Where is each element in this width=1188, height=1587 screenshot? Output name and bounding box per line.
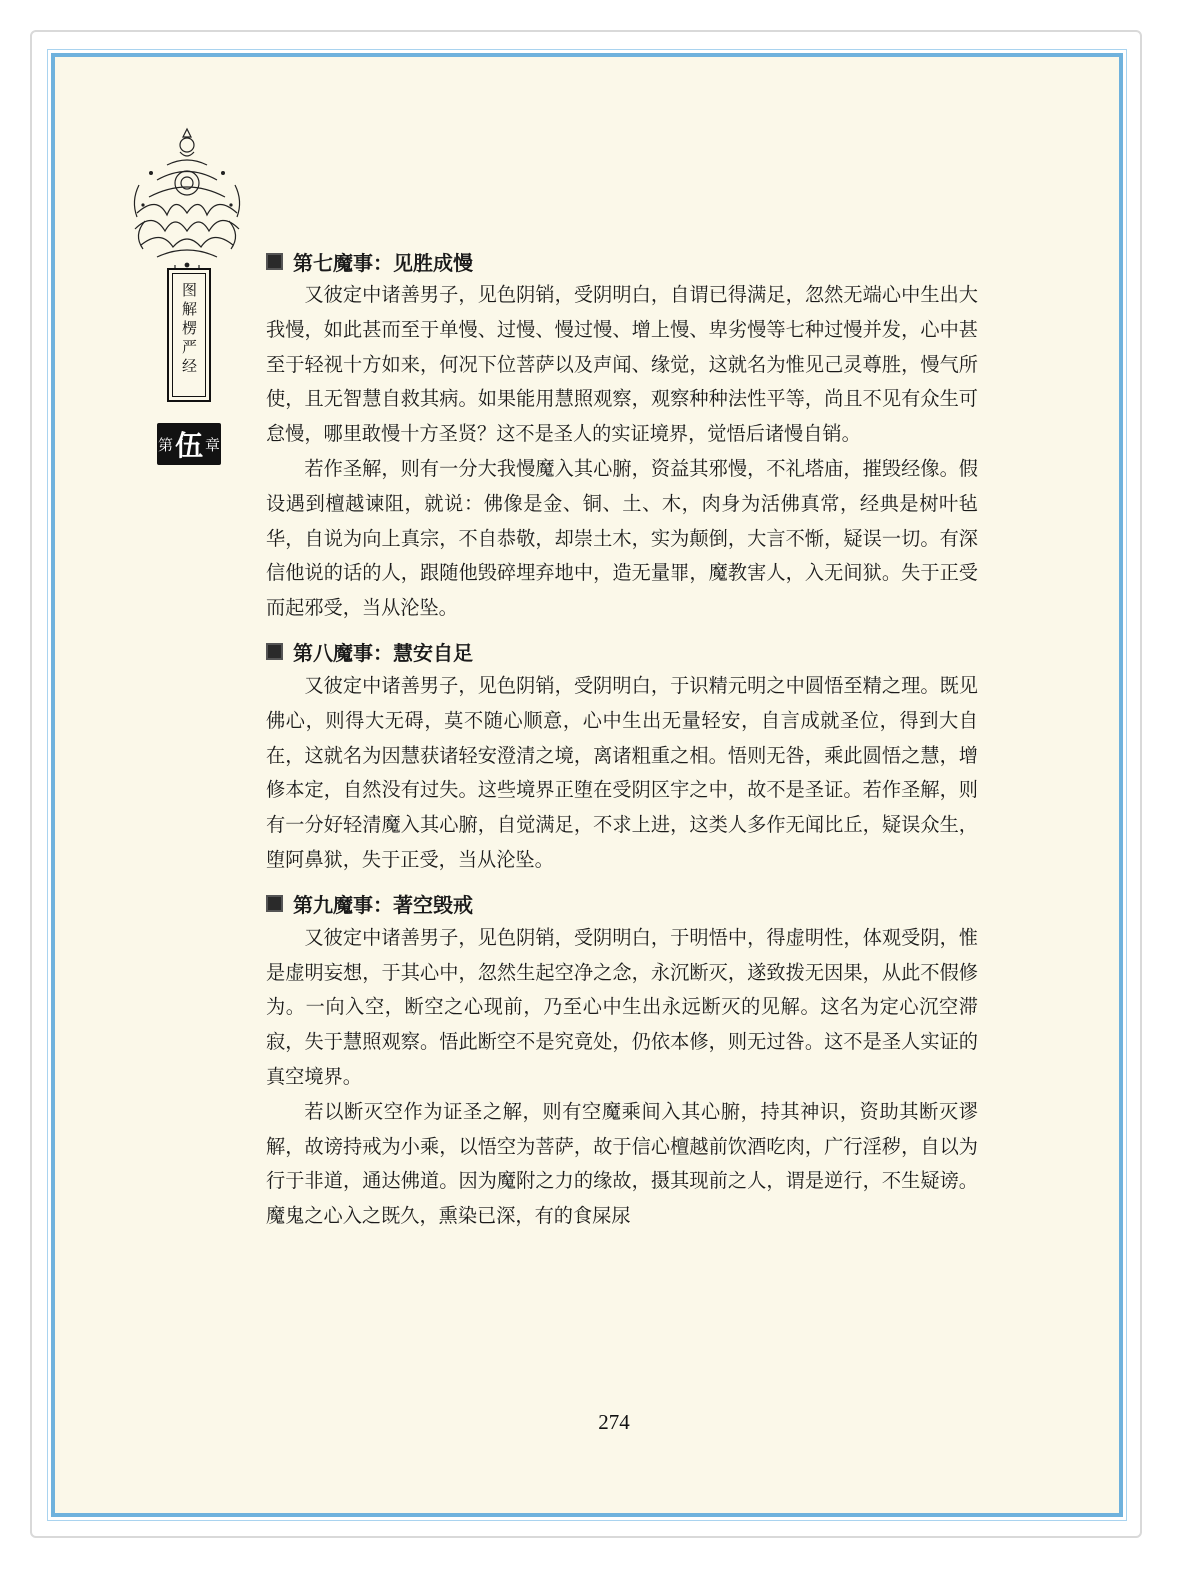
heading-square-icon (266, 253, 283, 270)
chapter-suffix: 章 (205, 435, 221, 454)
chapter-tab (157, 423, 221, 465)
section-title: 第七魔事：见胜成慢 (293, 250, 473, 275)
book-title-text: 图解楞严经 (180, 282, 198, 377)
section-title: 第八魔事：慧安自足 (293, 641, 473, 666)
paragraph: 又彼定中诸善男子，见色阴销，受阴明白，自谓已得满足，忽然无端心中生出大我慢，如此甚而至于单慢、过慢、慢过慢、增上慢、卑劣慢等七种过慢并发，心中甚至于轻视十方如来，何况下位菩萨以及声闻、缘觉，这就名为惟见己灵尊胜，慢气所使，且无智慧自救其病。如果能用慧照观察，观察种种法性平等，尚且不见有众生可怠慢，哪里敢慢十方圣贤？这不是圣人的实证境界，觉悟后诸慢自销。 (266, 283, 978, 446)
chapter-number: 伍 (174, 429, 203, 462)
book-title-label (167, 268, 211, 402)
paragraph: 若作圣解，则有一分大我慢魔入其心腑，资益其邪慢，不礼塔庙，摧毁经像。假设遇到檀越谏阻，就说：佛像是金、铜、土、木，肉身为活佛真常，经典是树叶毡华，自说为向上真宗，不自恭敬，却崇土木，实为颠倒，大言不惭，疑误一切。有深信他说的话的人，跟随他毁碎埋弃地中，造无量罪，魔教害人，入无间狱。失于正受而起邪受，当从沦坠。 (266, 456, 978, 620)
chapter-prefix: 第 (157, 435, 173, 454)
section-heading-7 (266, 247, 978, 275)
paragraph: 又彼定中诸善男子，见色阴销，受阴明白，于识精元明之中圆悟至精之理。既见佛心，则得大无碍，莫不随心顺意，心中生出无量轻安，自言成就圣位，得到大自在，这就名为因慧获诸轻安澄清之境，离诸粗重之相。悟则无咎，乘此圆悟之慧，增修本定，自然没有过失。这些境界正堕在受阴区宇之中，故不是圣证。若作圣解，则有一分好轻清魔入其心腑，自觉满足，不求上进，这类人多作无闻比丘，疑误众生，堕阿鼻狱，失于正受，当从沦坠。 (266, 673, 978, 871)
main-text (266, 247, 978, 1234)
page-number: 274 (598, 1410, 630, 1434)
section-heading-9 (266, 890, 978, 918)
heading-square-icon (266, 895, 283, 912)
heading-square-icon (266, 643, 283, 660)
section-heading-8 (266, 638, 978, 666)
section-title: 第九魔事：著空毁戒 (293, 893, 473, 918)
paragraph: 又彼定中诸善男子，见色阴销，受阴明白，于明悟中，得虚明性，体观受阴，惟是虚明妄想，于其心中，忽然生起空净之念，永沉断灭，遂致拨无因果，从此不假修为。一向入空，断空之心现前，乃至心中生出永远断灭的见解。这名为定心沉空滞寂，失于慧照观察。悟此断空不是究竟处，仍依本修，则无过咎。这不是圣人实证的真空境界。 (266, 925, 978, 1088)
paragraph: 若以断灭空作为证圣之解，则有空魔乘间入其心腑，持其神识，资助其断灭谬解，故谤持戒为小乘，以悟空为菩萨，故于信心檀越前饮酒吃肉，广行淫秽，自以为行于非道，通达佛道。因为魔附之力的缘故，摄其现前之人，谓是逆行，不生疑谤。魔鬼之心入之既久，熏染已深，有的食屎尿 (266, 1099, 978, 1228)
